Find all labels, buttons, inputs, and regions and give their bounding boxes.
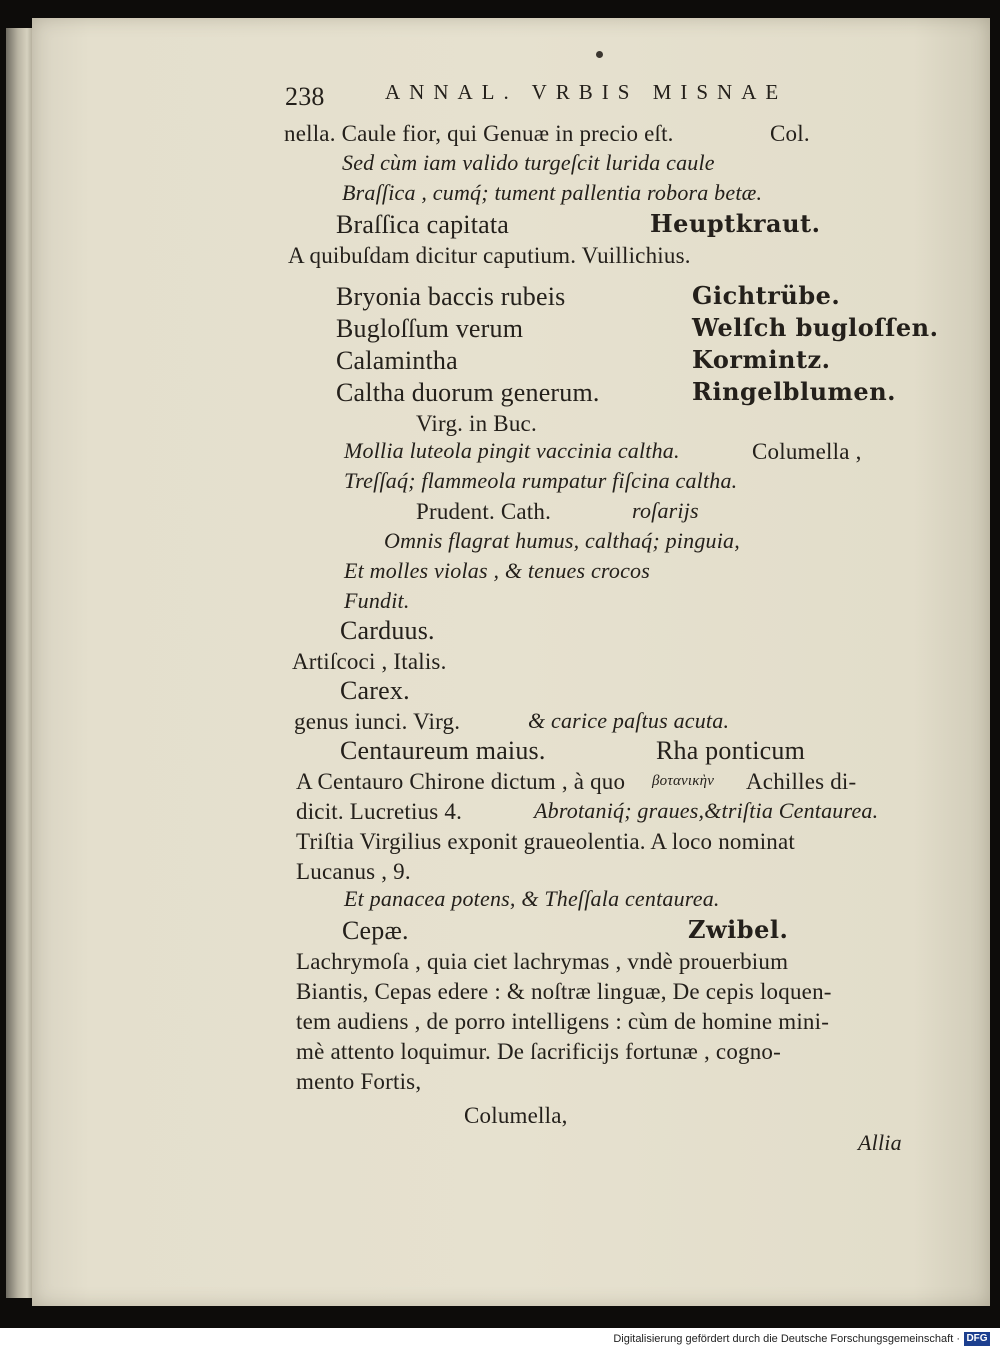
text-line: A quibuſdam dicitur caputium. Vuillichius. xyxy=(288,243,691,268)
verse-line: Braſſica , cumq́; tument pallentia robora betæ. xyxy=(342,180,763,205)
entry-heading: Caltha duorum generum. xyxy=(336,378,600,407)
entry-heading: Calamintha xyxy=(336,346,458,375)
text-line: mè attento loquimur. De ſacrificijs fortunæ , cogno- xyxy=(296,1039,781,1064)
text-line: Lachrymoſa , quia ciet lachrymas , vndè prouerbium xyxy=(296,949,789,974)
text-line: Artiſcoci , Italis. xyxy=(292,649,447,674)
text-line: genus iunci. Virg. xyxy=(294,709,461,734)
text-line: mento Fortis, xyxy=(296,1069,422,1094)
entry-heading: Cepæ. xyxy=(342,916,409,945)
entry-heading: Bugloſſum verum xyxy=(336,314,524,343)
verse-line: Mollia luteola pingit vaccinia caltha. xyxy=(344,438,680,463)
verse-line: Et molles violas , & tenues crocos xyxy=(344,558,650,583)
entry-heading: Carduus. xyxy=(340,616,435,645)
verse-line: Fundit. xyxy=(344,588,410,613)
text-line: nella. Caule fior, qui Genuæ in precio eſt. xyxy=(284,121,674,146)
verse-line: Abrotaniq́; graues,&triſtia Centaurea. xyxy=(534,798,879,823)
text-line: Virg. in Buc. xyxy=(416,411,537,436)
page-number: 238 xyxy=(285,82,325,111)
greek-word: βοτανικὴν xyxy=(652,773,715,789)
german-name: Welſch bugloſſen. xyxy=(692,313,939,342)
german-name: Heuptkraut. xyxy=(650,209,821,238)
verse-line: Et panacea potens, & Theſſala centaurea. xyxy=(344,886,720,911)
entry-heading: Rha ponticum xyxy=(656,736,805,765)
text-line: Col. xyxy=(770,121,810,146)
german-name: Ringelblumen. xyxy=(692,377,896,406)
book-page xyxy=(32,18,990,1306)
verse-line: roſarijs xyxy=(632,498,699,523)
catchword: Allia xyxy=(858,1130,902,1155)
ink-dot xyxy=(596,51,603,58)
verse-line: & carice paſtus acuta. xyxy=(528,708,730,733)
german-name: Zwibel. xyxy=(688,915,789,944)
text-line: tem audiens , de porro intelligens : cùm de homine mini- xyxy=(296,1009,830,1034)
running-title: ANNAL. VRBIS MISNAE xyxy=(385,80,788,104)
verse-line: Treſſaq́; flammeola rumpatur fiſcina caltha. xyxy=(344,468,738,493)
entry-heading: Carex. xyxy=(340,676,410,705)
entry-heading: Braſſica capitata xyxy=(336,210,510,239)
german-name: Kormintz. xyxy=(692,345,831,374)
entry-heading: Bryonia baccis rubeis xyxy=(336,282,566,311)
text-line: Achilles di- xyxy=(746,769,857,794)
footer-bar xyxy=(0,1328,1000,1351)
dfg-logo: DFG xyxy=(964,1332,990,1346)
text-line: Biantis, Cepas edere : & noſtræ linguæ, De cepis loquen- xyxy=(296,979,832,1004)
text-line: Lucanus , 9. xyxy=(296,859,411,884)
entry-heading: Centaureum maius. xyxy=(340,736,546,765)
german-name: Gichtrübe. xyxy=(692,281,841,310)
verse-line: Sed cùm iam valido turgeſcit lurida caule xyxy=(342,150,715,175)
text-line: Columella , xyxy=(752,439,862,464)
text-line: Triſtia Virgilius exponit graueolentia. A loco nominat xyxy=(296,829,795,854)
text-line: A Centauro Chirone dictum , à quo xyxy=(296,769,626,794)
text-line: dicit. Lucretius 4. xyxy=(296,799,463,824)
text-line: Columella, xyxy=(464,1103,568,1128)
verse-line: Omnis flagrat humus, calthaq́; pinguia, xyxy=(384,528,740,553)
funding-credit: Digitalisierung gefördert durch die Deutsche Forschungsgemeinschaft · xyxy=(613,1333,960,1345)
text-line: Prudent. Cath. xyxy=(416,499,552,524)
